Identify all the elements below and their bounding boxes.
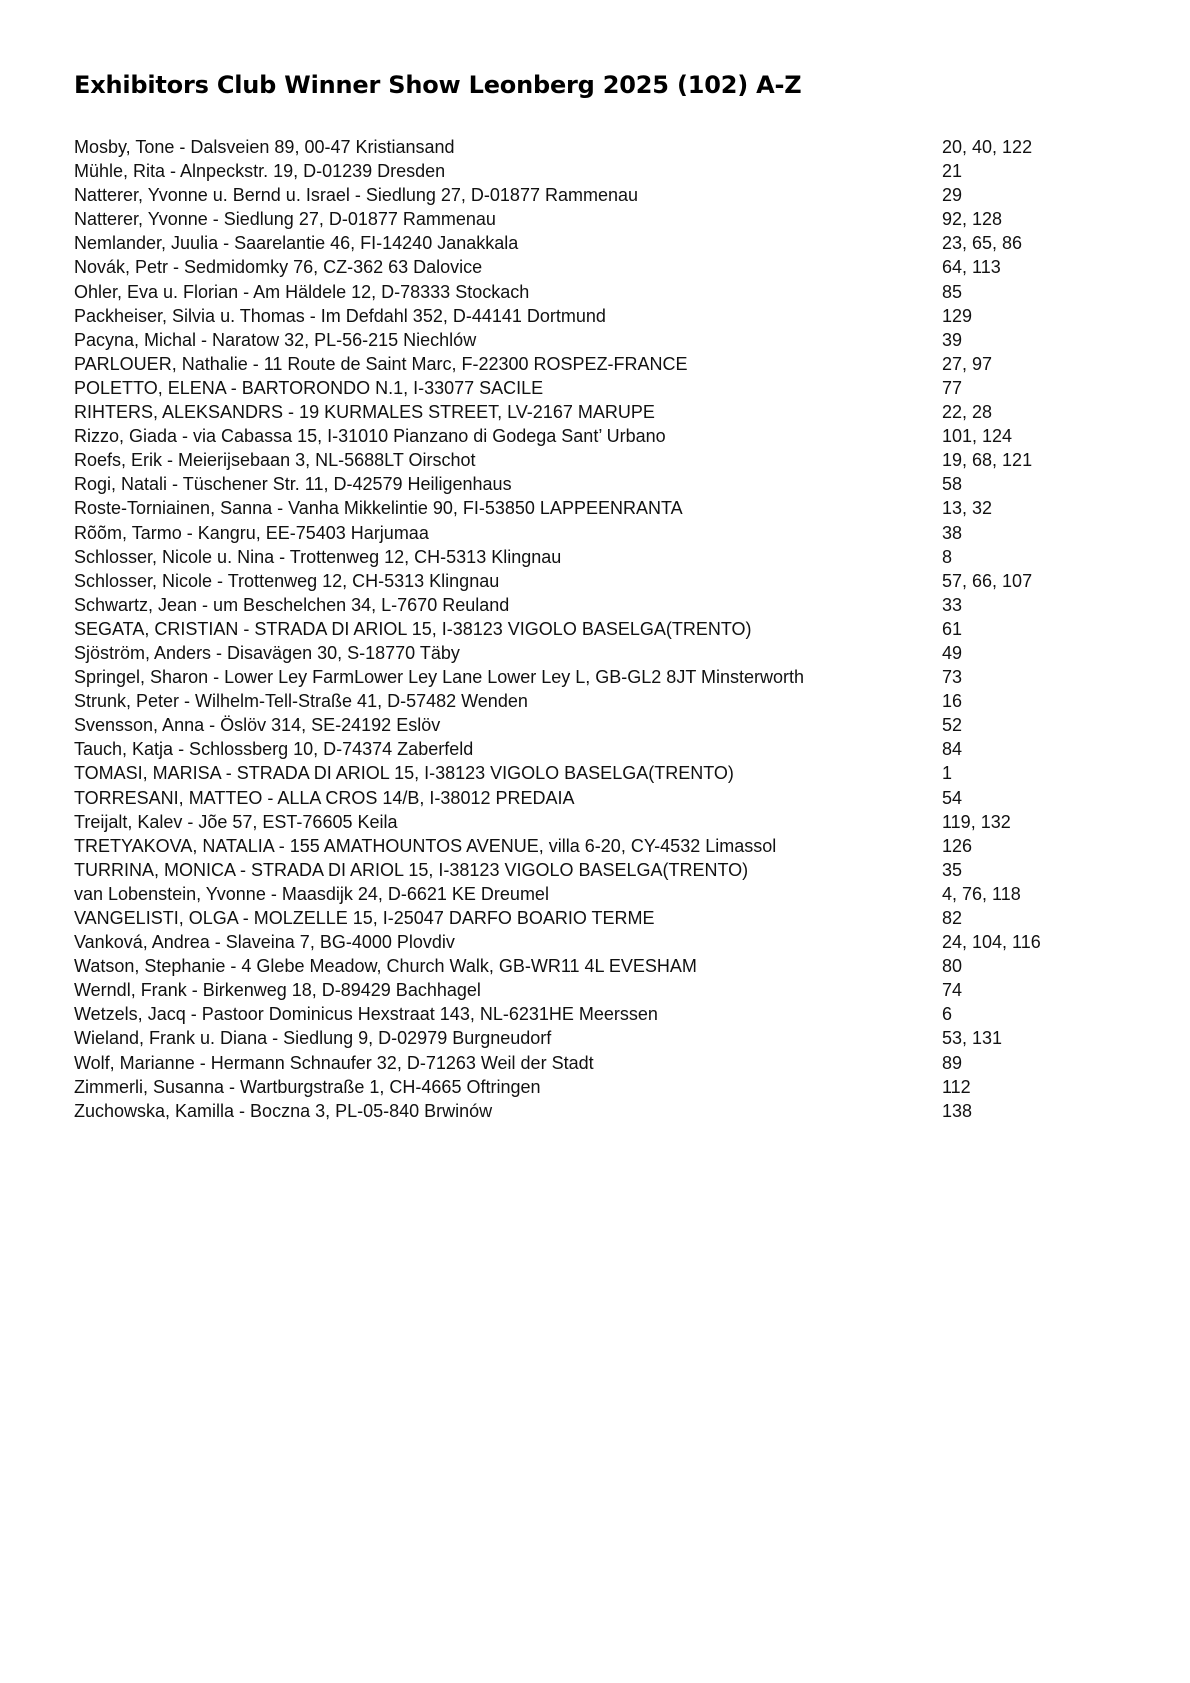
exhibitor-name-address: PARLOUER, Nathalie - 11 Route de Saint Marc, F-22300 ROSPEZ-FRANCE (74, 353, 688, 374)
list-item (74, 1099, 1114, 1123)
exhibitor-name-address: Roste-Torniainen, Sanna - Vanha Mikkelintie 90, FI-53850 LAPPEENRANTA (74, 498, 683, 519)
exhibitor-name-address: VANGELISTI, OLGA - MOLZELLE 15, I-25047 DARFO BOARIO TERME (74, 908, 655, 928)
catalogue-numbers: 13, 32 (942, 498, 993, 519)
list-item (74, 424, 1114, 448)
list-item (74, 1002, 1114, 1026)
list-item (74, 448, 1114, 472)
exhibitor-name-address: Rogi, Natali - Tüschener Str. 11, D-42579 Heiligenhaus (74, 474, 512, 495)
catalogue-numbers: 4, 76, 118 (942, 883, 1021, 904)
exhibitor-name-address: van Lobenstein, Yvonne - Maasdijk 24, D-6621 KE Dreumel (74, 883, 549, 904)
exhibitor-list (74, 135, 1114, 1123)
list-item (74, 593, 1114, 617)
list-item (74, 786, 1114, 810)
catalogue-numbers: 52 (942, 715, 963, 736)
exhibitor-name-address: TORRESANI, MATTEO - ALLA CROS 14/B, I-38012 PREDAIA (74, 787, 575, 808)
catalogue-numbers: 92, 128 (942, 209, 1003, 230)
list-item (74, 810, 1114, 834)
exhibitor-name-address: Treijalt, Kalev - Jõe 57, EST-76605 Keila (74, 811, 398, 832)
exhibitor-name-address: Packheiser, Silvia u. Thomas - Im Defdahl 352, D-44141 Dortmund (74, 305, 606, 326)
list-item (74, 930, 1114, 954)
list-item (74, 882, 1114, 906)
exhibitor-name-address: Vanková, Andrea - Slaveina 7, BG-4000 Plovdiv (74, 932, 455, 953)
list-item (74, 713, 1114, 737)
exhibitor-name-address: Mühle, Rita - Alnpeckstr. 19, D-01239 Dresden (74, 161, 446, 182)
list-item (74, 352, 1114, 376)
catalogue-numbers: 1 (942, 763, 953, 784)
catalogue-numbers: 84 (942, 739, 963, 760)
exhibitor-name-address: Novák, Petr - Sedmidomky 76, CZ-362 63 Dalovice (74, 257, 483, 278)
catalogue-numbers: 24, 104, 116 (942, 932, 1041, 953)
catalogue-numbers: 64, 113 (942, 257, 1001, 278)
list-item (74, 135, 1114, 159)
exhibitor-name-address: Werndl, Frank - Birkenweg 18, D-89429 Bachhagel (74, 980, 481, 1001)
page-title: Exhibitors Club Winner Show Leonberg 2025 (102) A-Z (74, 71, 802, 99)
list-item (74, 954, 1114, 978)
catalogue-numbers: 101, 124 (942, 426, 1013, 447)
exhibitor-name-address: Wolf, Marianne - Hermann Schnaufer 32, D-71263 Weil der Stadt (74, 1052, 594, 1073)
catalogue-numbers: 35 (942, 859, 963, 880)
list-item (74, 1051, 1114, 1075)
list-item (74, 472, 1114, 496)
exhibitor-name-address: SEGATA, CRISTIAN - STRADA DI ARIOL 15, I-38123 VIGOLO BASELGA(TRENTO) (74, 618, 752, 639)
catalogue-numbers: 74 (942, 980, 963, 1001)
catalogue-numbers: 22, 28 (942, 402, 993, 423)
list-item (74, 1026, 1114, 1050)
catalogue-numbers: 138 (942, 1100, 973, 1121)
exhibitor-name-address: Schwartz, Jean - um Beschelchen 34, L-7670 Reuland (74, 594, 510, 615)
exhibitor-name-address: RIHTERS, ALEKSANDRS - 19 KURMALES STREET, LV-2167 MARUPE (74, 402, 655, 423)
exhibitor-name-address: Zuchowska, Kamilla - Boczna 3, PL-05-840 Brwinów (74, 1100, 493, 1121)
catalogue-numbers: 16 (942, 691, 963, 712)
catalogue-numbers: 8 (942, 546, 953, 567)
list-item (74, 255, 1114, 279)
list-item (74, 183, 1114, 207)
exhibitor-name-address: Tauch, Katja - Schlossberg 10, D-74374 Zaberfeld (74, 739, 474, 760)
catalogue-numbers: 21 (942, 161, 963, 182)
exhibitor-name-address: Zimmerli, Susanna - Wartburgstraße 1, CH-4665 Oftringen (74, 1076, 541, 1097)
exhibitor-name-address: Ohler, Eva u. Florian - Am Häldele 12, D-78333 Stockach (74, 281, 530, 302)
catalogue-numbers: 85 (942, 281, 963, 302)
catalogue-numbers: 89 (942, 1052, 963, 1073)
exhibitor-name-address: Rizzo, Giada - via Cabassa 15, I-31010 Pianzano di Godega Sant’ Urbano (74, 426, 666, 447)
list-item (74, 545, 1114, 569)
list-item (74, 304, 1114, 328)
exhibitor-name-address: TRETYAKOVA, NATALIA - 155 AMATHOUNTOS AVENUE, villa 6-20, CY-4532 Limassol (74, 835, 777, 856)
catalogue-numbers: 73 (942, 667, 963, 688)
catalogue-numbers: 112 (942, 1076, 971, 1097)
exhibitor-name-address: Mosby, Tone - Dalsveien 89, 00-47 Kristiansand (74, 137, 455, 157)
list-item (74, 496, 1114, 520)
exhibitor-name-address: Nemlander, Juulia - Saarelantie 46, FI-14240 Janakkala (74, 233, 519, 254)
catalogue-numbers: 27, 97 (942, 353, 993, 374)
exhibitor-name-address: Natterer, Yvonne - Siedlung 27, D-01877 Rammenau (74, 209, 496, 230)
catalogue-numbers: 29 (942, 185, 963, 206)
catalogue-numbers: 53, 131 (942, 1028, 1003, 1049)
list-item (74, 207, 1114, 231)
catalogue-numbers: 19, 68, 121 (942, 450, 1033, 471)
list-item (74, 978, 1114, 1002)
exhibitor-name-address: Schlosser, Nicole - Trottenweg 12, CH-5313 Klingnau (74, 570, 500, 591)
list-item (74, 906, 1114, 930)
catalogue-numbers: 49 (942, 642, 963, 663)
catalogue-numbers: 6 (942, 1004, 953, 1025)
list-item (74, 617, 1114, 641)
exhibitor-name-address: Natterer, Yvonne u. Bernd u. Israel - Siedlung 27, D-01877 Rammenau (74, 185, 639, 206)
exhibitor-name-address: TURRINA, MONICA - STRADA DI ARIOL 15, I-38123 VIGOLO BASELGA(TRENTO) (74, 859, 749, 880)
list-item (74, 159, 1114, 183)
exhibitor-name-address: Svensson, Anna - Öslöv 314, SE-24192 Eslöv (74, 715, 441, 736)
list-item (74, 231, 1114, 255)
list-item (74, 328, 1114, 352)
list-item (74, 521, 1114, 545)
catalogue-numbers: 61 (942, 618, 963, 639)
list-item (74, 737, 1114, 761)
list-item (74, 665, 1114, 689)
exhibitor-name-address: Watson, Stephanie - 4 Glebe Meadow, Church Walk, GB-WR11 4L EVESHAM (74, 956, 697, 977)
catalogue-numbers: 20, 40, 122 (942, 137, 1033, 157)
catalogue-numbers: 38 (942, 522, 963, 543)
exhibitor-name-address: Rõõm, Tarmo - Kangru, EE-75403 Harjumaa (74, 522, 429, 543)
catalogue-numbers: 119, 132 (942, 811, 1011, 832)
exhibitor-name-address: Wetzels, Jacq - Pastoor Dominicus Hexstraat 143, NL-6231HE Meerssen (74, 1004, 658, 1025)
list-item (74, 376, 1114, 400)
exhibitor-name-address: Pacyna, Michal - Naratow 32, PL-56-215 Niechlów (74, 329, 477, 350)
exhibitor-name-address: Wieland, Frank u. Diana - Siedlung 9, D-02979 Burgneudorf (74, 1028, 552, 1049)
list-item (74, 689, 1114, 713)
exhibitor-name-address: Springel, Sharon - Lower Ley FarmLower Ley Lane Lower Ley L, GB-GL2 8JT Minsterworth (74, 667, 805, 688)
catalogue-numbers: 39 (942, 329, 963, 350)
list-item (74, 280, 1114, 304)
list-item (74, 1075, 1114, 1099)
catalogue-numbers: 58 (942, 474, 963, 495)
list-item (74, 569, 1114, 593)
catalogue-numbers: 23, 65, 86 (942, 233, 1023, 254)
catalogue-numbers: 126 (942, 835, 973, 856)
exhibitor-name-address: POLETTO, ELENA - BARTORONDO N.1, I-33077 SACILE (74, 377, 544, 398)
catalogue-numbers: 57, 66, 107 (942, 570, 1033, 591)
catalogue-numbers: 54 (942, 787, 963, 808)
catalogue-numbers: 77 (942, 377, 963, 398)
list-item (74, 858, 1114, 882)
catalogue-numbers: 82 (942, 908, 963, 928)
exhibitor-name-address: Roefs, Erik - Meierijsebaan 3, NL-5688LT Oirschot (74, 450, 476, 471)
exhibitor-name-address: Sjöström, Anders - Disavägen 30, S-18770 Täby (74, 642, 460, 663)
list-item (74, 834, 1114, 858)
catalogue-numbers: 129 (942, 305, 973, 326)
exhibitor-name-address: Schlosser, Nicole u. Nina - Trottenweg 12, CH-5313 Klingnau (74, 546, 562, 567)
catalogue-numbers: 33 (942, 594, 963, 615)
list-item (74, 761, 1114, 785)
exhibitor-name-address: Strunk, Peter - Wilhelm-Tell-Straße 41, D-57482 Wenden (74, 691, 528, 712)
exhibitor-name-address: TOMASI, MARISA - STRADA DI ARIOL 15, I-38123 VIGOLO BASELGA(TRENTO) (74, 763, 734, 784)
list-item (74, 400, 1114, 424)
catalogue-numbers: 80 (942, 956, 963, 977)
list-item (74, 641, 1114, 665)
